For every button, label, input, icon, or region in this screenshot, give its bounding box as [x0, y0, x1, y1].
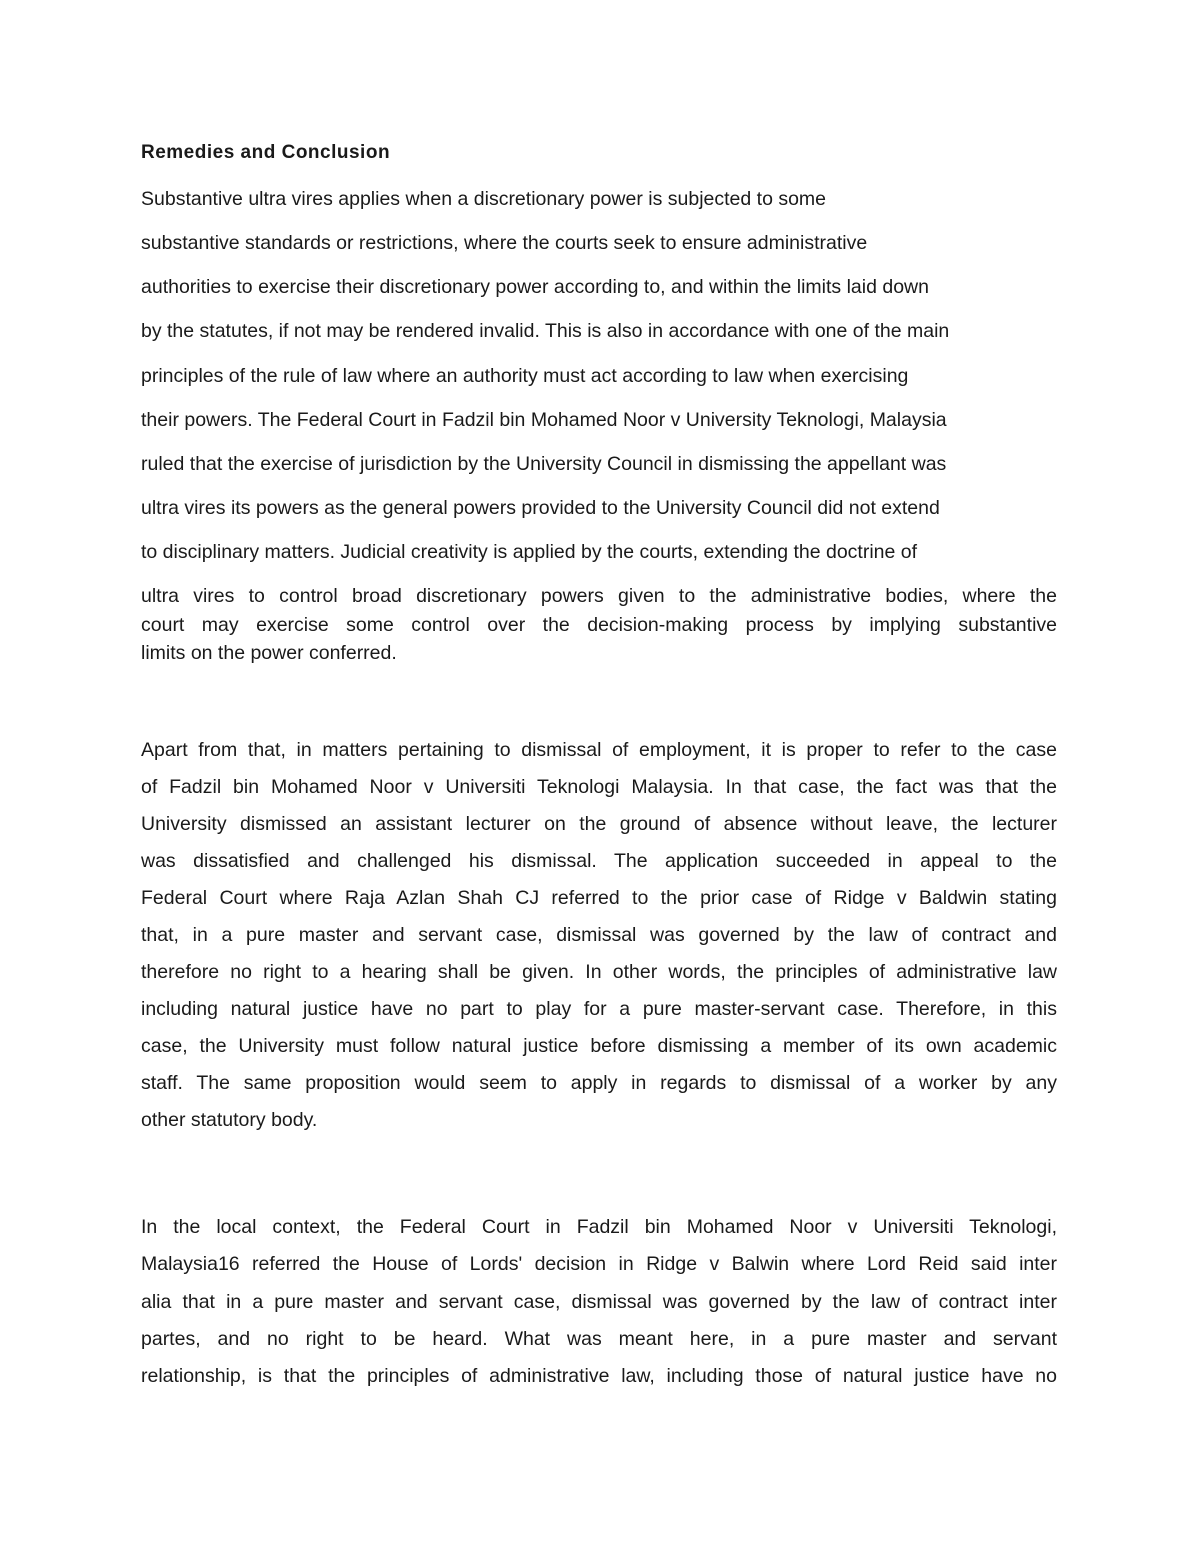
paragraph-line: relationship, is that the principles of administrative law, including those of natural justice have no: [141, 1365, 1057, 1387]
paragraph-line: therefore no right to a hearing shall be given. In other words, the principles of administrative law: [141, 961, 1057, 983]
paragraph-line: court may exercise some control over the decision-making process by implying substantive: [141, 614, 1057, 636]
paragraph-line: alia that in a pure master and servant case, dismissal was governed by the law of contract inter: [141, 1291, 1057, 1313]
paragraph-line: partes, and no right to be heard. What was meant here, in a pure master and servant: [141, 1328, 1057, 1350]
paragraph-line: limits on the power conferred.: [141, 642, 397, 664]
paragraph-line: ruled that the exercise of jurisdiction by the University Council in dismissing the appellant was: [141, 453, 947, 475]
paragraph-line: Federal Court where Raja Azlan Shah CJ referred to the prior case of Ridge v Baldwin stating: [141, 887, 1057, 909]
paragraph-line: to disciplinary matters. Judicial creativity is applied by the courts, extending the doctrine of: [141, 541, 918, 563]
paragraph-line: was dissatisfied and challenged his dismissal. The application succeeded in appeal to the: [141, 850, 1057, 872]
section-heading: Remedies and Conclusion: [141, 142, 391, 163]
paragraph-line: ultra vires its powers as the general powers provided to the University Council did not extend: [141, 497, 940, 519]
paragraph-line: including natural justice have no part to play for a pure master-servant case. Therefore, in this: [141, 998, 1057, 1020]
paragraph-line: of Fadzil bin Mohamed Noor v Universiti Teknologi Malaysia. In that case, the fact was that the: [141, 776, 1057, 798]
paragraph-line: In the local context, the Federal Court in Fadzil bin Mohamed Noor v Universiti Teknologi,: [141, 1216, 1057, 1238]
paragraph-line: Apart from that, in matters pertaining to dismissal of employment, it is proper to refer to the case: [141, 739, 1057, 761]
paragraph-line: by the statutes, if not may be rendered invalid. This is also in accordance with one of the main: [141, 320, 950, 342]
paragraph-line: authorities to exercise their discretionary power according to, and within the limits laid down: [141, 276, 929, 298]
paragraph-line: ultra vires to control broad discretionary powers given to the administrative bodies, where the: [141, 585, 1057, 607]
paragraph-line: staff. The same proposition would seem to apply in regards to dismissal of a worker by any: [141, 1072, 1057, 1094]
paragraph-line: University dismissed an assistant lecturer on the ground of absence without leave, the lecturer: [141, 813, 1057, 835]
paragraph-line: Substantive ultra vires applies when a discretionary power is subjected to some: [141, 188, 827, 210]
paragraph-line: other statutory body.: [141, 1109, 318, 1131]
paragraph-line: Malaysia16 referred the House of Lords' decision in Ridge v Balwin where Lord Reid said inter: [141, 1253, 1057, 1275]
paragraph-line: substantive standards or restrictions, where the courts seek to ensure administrative: [141, 232, 868, 254]
paragraph-line: principles of the rule of law where an authority must act according to law when exercising: [141, 365, 909, 387]
paragraph-line: that, in a pure master and servant case, dismissal was governed by the law of contract and: [141, 924, 1057, 946]
paragraph-line: their powers. The Federal Court in Fadzil bin Mohamed Noor v University Teknologi, Malaysia: [141, 409, 947, 431]
paragraph-line: case, the University must follow natural justice before dismissing a member of its own academic: [141, 1035, 1057, 1057]
